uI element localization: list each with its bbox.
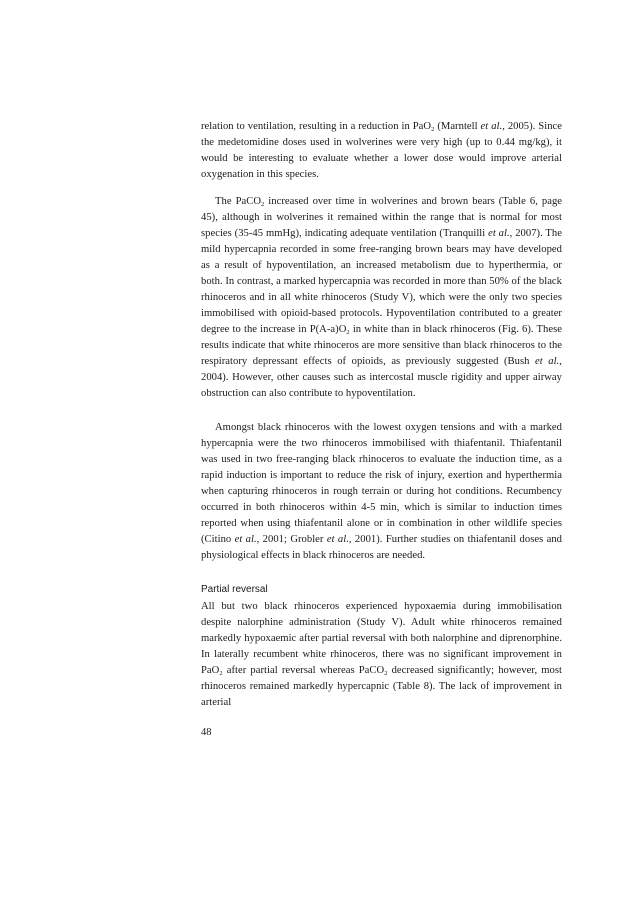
italic-text: et al.	[488, 228, 510, 239]
italic-text: et al.	[234, 534, 257, 545]
subscript: 2	[384, 670, 388, 677]
subscript: 2	[431, 126, 435, 133]
text-run: , 2001). Further studies on thiafentanil doses and physiological effects in black rhinoceros are needed.	[201, 534, 562, 561]
subscript: 2	[219, 670, 223, 677]
text-run: All but two black rhinoceros experienced hypoxaemia during immobilisation despite nalorphine administration (Study V). Adult white rhinoceros remained markedly hypoxaemic after partial reversal with both nalorphine and diprenorphine. In laterally recumbent white rhinoceros, there was no significant improvement in PaO	[201, 601, 562, 676]
paragraph-partial-reversal	[201, 599, 562, 711]
paragraph-oxygenation	[201, 119, 562, 183]
text-run: after partial reversal whereas PaCO	[222, 665, 385, 676]
text-run: relation to ventilation, resulting in a reduction in PaO	[201, 121, 432, 132]
paragraph-paco2	[201, 194, 562, 402]
subscript: 2	[261, 201, 265, 208]
page-number: 48	[201, 727, 212, 738]
text-run: (Marntell	[434, 121, 481, 132]
text-run: Amongst black rhinoceros with the lowest oxygen tensions and with a marked hypercapnia were the two rhinoceros immobilised with thiafentanil. Thiafentanil was used in two free-ranging black rhinoceros to evaluate the induction time, as a rapid induction is important to reduce the risk of injury, exertion and hyperthermia when capturing rhinoceros in rough terrain or during hot conditions. Recumbency occurred in both rhinoceros within 4-5 min, which is similar to induction times reported when using thiafentanil alone or in combination in other wildlife species (Citino	[201, 422, 562, 545]
text-run: The PaCO	[215, 196, 262, 207]
subscript: 2	[346, 329, 350, 336]
italic-text: et al.	[326, 534, 349, 545]
italic-text: et al.	[480, 121, 503, 132]
text-run: in white than in black rhinoceros (Fig. 6). These results indicate that white rhinoceros are more sensitive than black rhinoceros to the respiratory depressant effects of opioids, as previously suggested (Bush	[201, 324, 562, 367]
text-run: decreased significantly; however, most rhinoceros remained markedly hypercapnic (Table 8). The lack of improvement in arterial	[201, 665, 562, 708]
text-run: , 2005). Since the medetomidine doses used in wolverines were very high (up to 0.44 mg/kg), it would be interesting to evaluate whether a lower dose would improve arterial oxygenation in this species.	[201, 121, 562, 180]
section-heading: Partial reversal	[201, 584, 268, 595]
paragraph-thiafentanil	[201, 420, 562, 564]
text-run: , 2001; Grobler	[256, 534, 327, 545]
italic-text: et al.	[535, 356, 560, 367]
text-run: increased over time in wolverines and brown bears (Table 6, page 45), although in wolverines it remained within the range that is normal for most species (35-45 mmHg), indicating adequate ventilation (Tranquilli	[201, 196, 563, 239]
text-run: , 2004). However, other causes such as intercostal muscle rigidity and upper airway obstruction can also contribute to hypoventilation.	[201, 356, 562, 399]
text-run: , 2007). The mild hypercapnia recorded in some free-ranging brown bears may have developed as a result of hypoventilation, an increased metabolism due to hyperthermia, or both. In contrast, a marked hypercapnia was recorded in more than 50% of the black rhinoceros and in all white rhinoceros (Study V), which were the only two species immobilised with opioid-based protocols. Hypoventilation contributed to a greater degree to the increase in P(A-a)O	[201, 228, 562, 335]
